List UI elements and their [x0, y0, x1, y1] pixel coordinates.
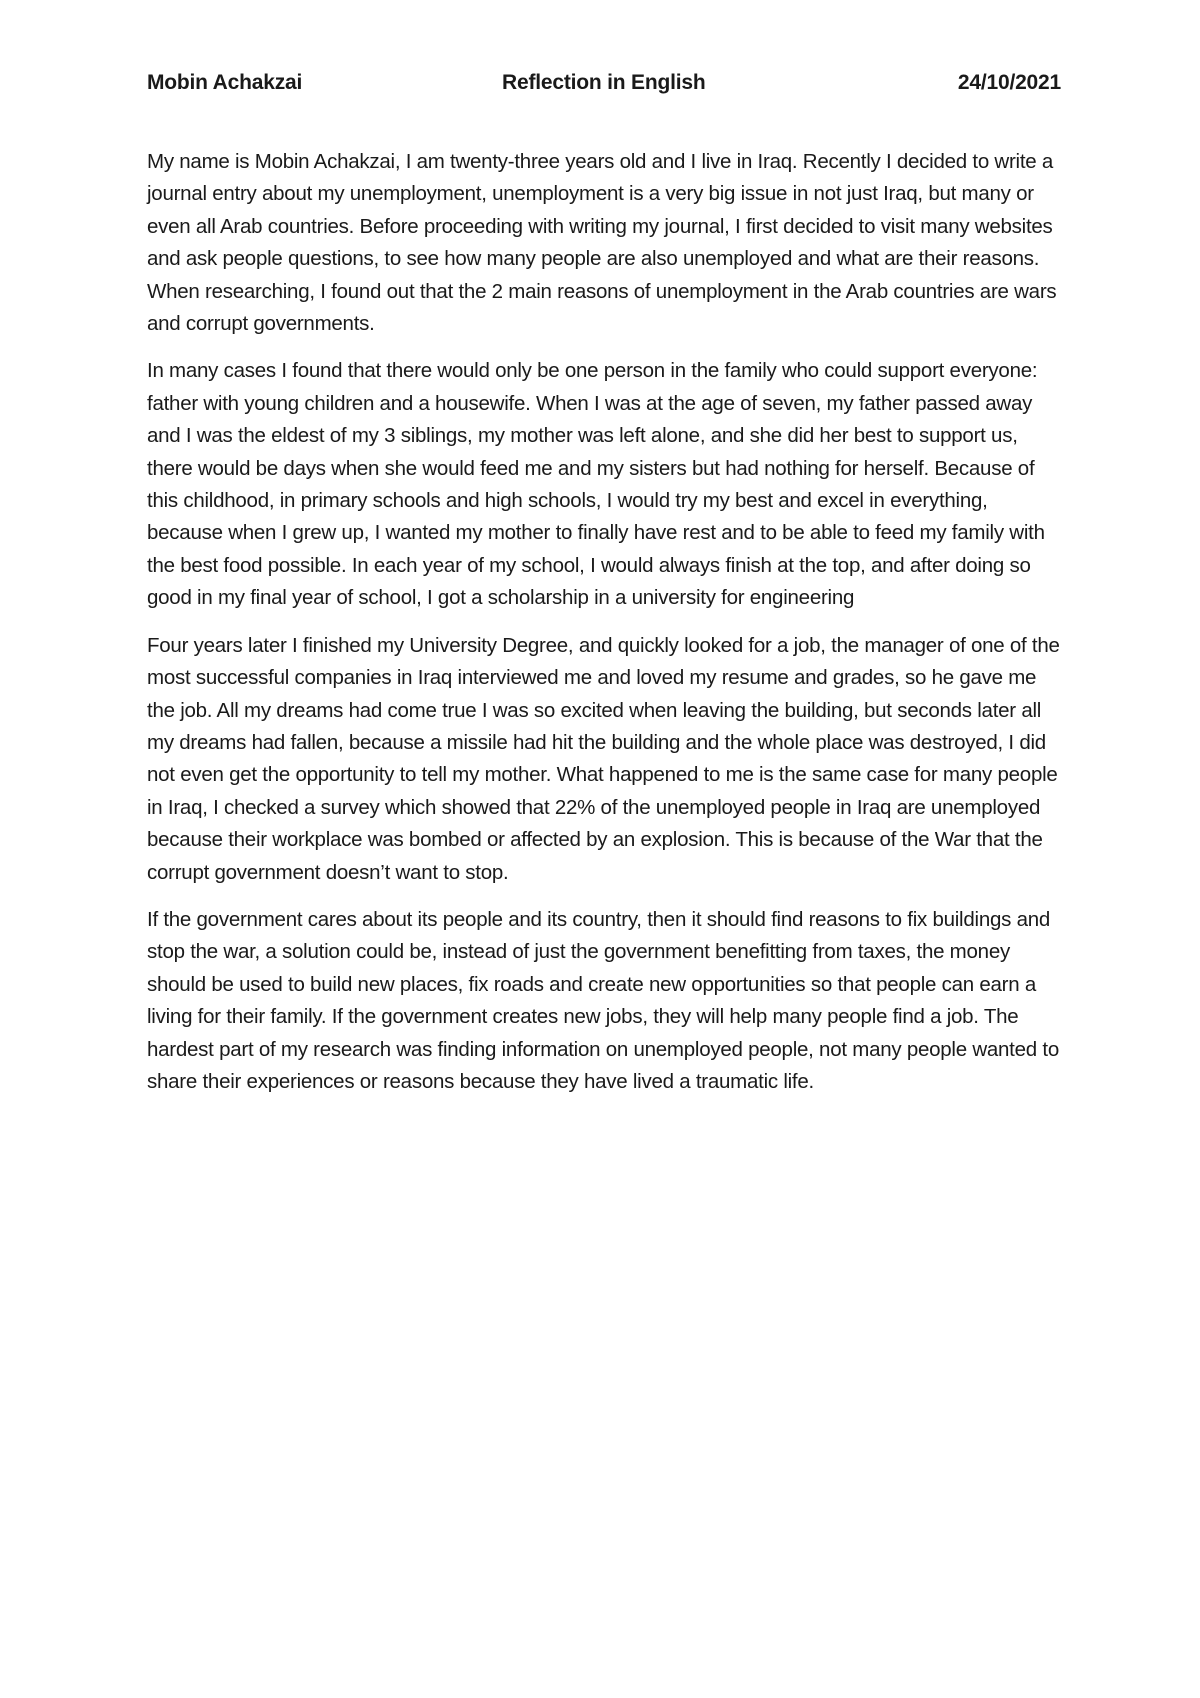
author-name: Mobin Achakzai [147, 71, 303, 94]
document-body [147, 146, 1061, 1113]
document-header [147, 71, 1061, 103]
paragraph-2: In many cases I found that there would only be one person in the family who could support everyone: father with young children and a housewife. When I was at the age of seven, my father passed away and I was the eldest of my 3 siblings, my mother was left alone, and she did her best to support us, there would be days when she would feed me and my sisters but had nothing for herself. Because of this childhood, in primary schools and high schools, I would try my best and excel in everything, because when I grew up, I wanted my mother to finally have rest and to be able to feed my family with the best food possible. In each year of my school, I would always finish at the top, and after doing so good in my final year of school, I got a scholarship in a university for engineering [147, 359, 1045, 610]
paragraph-1: My name is Mobin Achakzai, I am twenty-three years old and I live in Iraq. Recently I decided to write a journal entry about my unemployment, unemployment is a very big issue in not just Iraq, but many or even all Arab countries. Before proceeding with writing my journal, I first decided to visit many websites and ask people questions, to see how many people are also unemployed and what are their reasons. When researching, I found out that the 2 main reasons of unemployment in the Arab countries are wars and corrupt governments. [147, 150, 1057, 336]
document-title: Reflection in English [502, 71, 706, 94]
paragraph-4: If the government cares about its people and its country, then it should find reasons to fix buildings and stop the war, a solution could be, instead of just the government benefitting from taxes, the money should be used to build new places, fix roads and create new opportunities so that people can earn a living for their family. If the government creates new jobs, they will help many people find a job. The hardest part of my research was finding information on unemployed people, not many people wanted to share their experiences or reasons because they have lived a traumatic life. [147, 907, 1059, 1093]
paragraph-3: Four years later I finished my University Degree, and quickly looked for a job, the manager of one of the most successful companies in Iraq interviewed me and loved my resume and grades, so he gave me the job. All my dreams had come true I was so excited when leaving the building, but seconds later all my dreams had fallen, because a missile had hit the building and the whole place was destroyed, I did not even get the opportunity to tell my mother. What happened to me is the same case for many people in Iraq, I checked a survey which showed that 22% of the unemployed people in Iraq are unemployed because their workplace was bombed or affected by an explosion. This is because of the War that the corrupt government doesn’t want to stop. [147, 633, 1060, 884]
document-date: 24/10/2021 [957, 71, 1061, 94]
